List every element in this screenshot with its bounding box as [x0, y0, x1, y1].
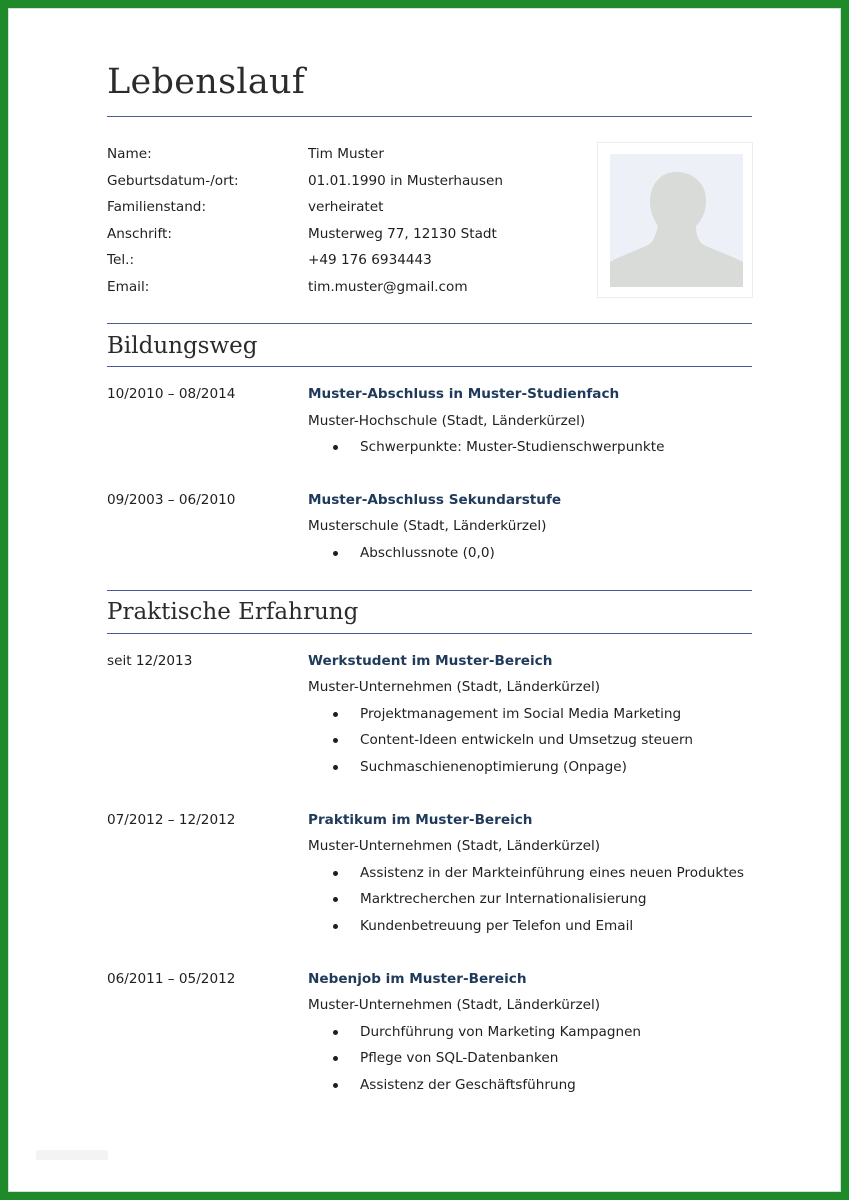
name-label: Name:: [107, 146, 152, 162]
document-title: Lebenslauf: [107, 62, 306, 102]
bullet-icon: [333, 551, 338, 556]
education-institution: Muster-Hochschule (Stadt, Länderkürzel): [308, 413, 586, 429]
experience-entry-title: Praktikum im Muster-Bereich: [308, 812, 533, 828]
bullet-icon: [333, 924, 338, 929]
profile-photo-placeholder: [610, 154, 743, 287]
bullet-icon: [333, 1056, 338, 1061]
experience-bullet: Marktrecherchen zur Internationalisierung: [360, 891, 647, 907]
experience-bullet: Durchführung von Marketing Kampagnen: [360, 1024, 642, 1040]
bullet-icon: [333, 897, 338, 902]
bullet-icon: [333, 765, 338, 770]
bullet-icon: [333, 738, 338, 743]
experience-entry-title: Werkstudent im Muster-Bereich: [308, 653, 553, 669]
phone-label: Tel.:: [107, 252, 135, 268]
person-silhouette-icon: [610, 154, 743, 287]
education-top-divider: [107, 323, 752, 324]
faint-watermark: [36, 1150, 108, 1160]
experience-bullet: Content-Ideen entwickeln und Umsetzug steuern: [360, 732, 693, 748]
birth-label: Geburtsdatum-/ort:: [107, 173, 239, 189]
education-bullet: Schwerpunkte: Muster-Studienschwerpunkte: [360, 439, 665, 455]
experience-bullet: Pflege von SQL-Datenbanken: [360, 1050, 559, 1066]
experience-date: 06/2011 – 05/2012: [107, 971, 236, 987]
experience-company: Muster-Unternehmen (Stadt, Länderkürzel): [308, 679, 601, 695]
address-value: Musterweg 77, 12130 Stadt: [308, 226, 497, 242]
birth-value: 01.01.1990 in Musterhausen: [308, 173, 503, 189]
experience-bullet: Projektmanagement im Social Media Marketing: [360, 706, 682, 722]
education-institution: Musterschule (Stadt, Länderkürzel): [308, 518, 547, 534]
education-date: 09/2003 – 06/2010: [107, 492, 236, 508]
experience-bullet: Assistenz in der Markteinführung eines neuen Produktes: [360, 865, 744, 881]
experience-company: Muster-Unternehmen (Stadt, Länderkürzel): [308, 838, 601, 854]
phone-value: +49 176 6934443: [308, 252, 432, 268]
name-value: Tim Muster: [308, 146, 384, 162]
experience-bullet: Suchmaschienenoptimierung (Onpage): [360, 759, 627, 775]
education-entry-title: Muster-Abschluss Sekundarstufe: [308, 492, 562, 508]
experience-date: seit 12/2013: [107, 653, 193, 669]
bullet-icon: [333, 445, 338, 450]
education-date: 10/2010 – 08/2014: [107, 386, 236, 402]
experience-date: 07/2012 – 12/2012: [107, 812, 236, 828]
bullet-icon: [333, 712, 338, 717]
education-section-title: Bildungsweg: [107, 333, 258, 359]
title-divider: [107, 116, 752, 117]
experience-top-divider: [107, 590, 752, 591]
profile-photo-frame: [597, 142, 753, 298]
marital-status-label: Familienstand:: [107, 199, 207, 215]
email-label: Email:: [107, 279, 150, 295]
marital-status-value: verheiratet: [308, 199, 384, 215]
education-bullet: Abschlussnote (0,0): [360, 545, 495, 561]
experience-company: Muster-Unternehmen (Stadt, Länderkürzel): [308, 997, 601, 1013]
experience-entry-title: Nebenjob im Muster-Bereich: [308, 971, 527, 987]
bullet-icon: [333, 1083, 338, 1088]
bullet-icon: [333, 871, 338, 876]
education-bottom-divider: [107, 366, 752, 367]
education-entry-title: Muster-Abschluss in Muster-Studienfach: [308, 386, 620, 402]
address-label: Anschrift:: [107, 226, 172, 242]
experience-section-title: Praktische Erfahrung: [107, 599, 359, 625]
experience-bullet: Kundenbetreuung per Telefon und Email: [360, 918, 634, 934]
email-value: tim.muster@gmail.com: [308, 279, 468, 295]
experience-bottom-divider: [107, 633, 752, 634]
experience-bullet: Assistenz der Geschäftsführung: [360, 1077, 576, 1093]
bullet-icon: [333, 1030, 338, 1035]
